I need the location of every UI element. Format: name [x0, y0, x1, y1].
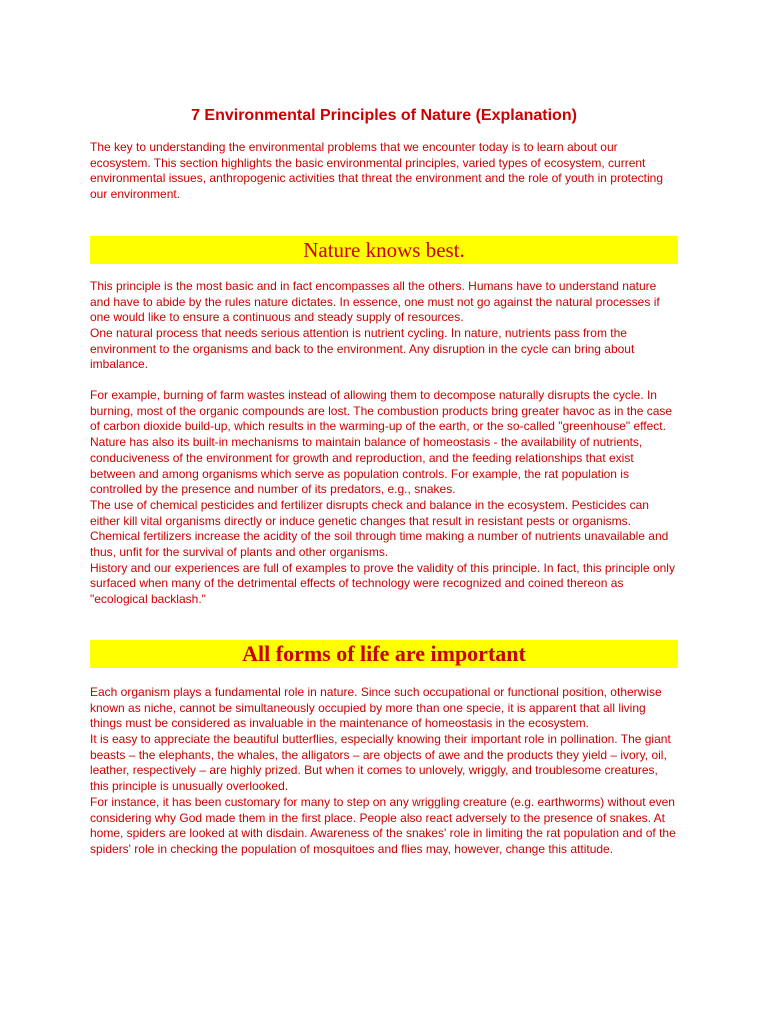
section-heading-all-forms-of-life: All forms of life are important [90, 640, 678, 668]
section-1-paragraph: The use of chemical pesticides and fertilizer disrupts check and balance in the ecosystem. Pesticides can either kill vital organisms directly or induce genetic changes that result in resistant pests or organisms. Chemical fertilizers increase the acidity of the soil through time making a number of nutrients unavailable and thus, unfit for the survival of plants and other organisms. [90, 497, 669, 560]
document-page [90, 0, 678, 858]
section-1-paragraph: For example, burning of farm wastes instead of allowing them to decompose naturally disrupts the cycle. In burning, most of the organic compounds are lost. The combustion products bring greater havoc as in the case of carbon dioxide build-up, which results in the warming-up of the earth, or the so-called "greenhouse" effect. [90, 388, 673, 434]
section-1-paragraph: History and our experiences are full of examples to prove the validity of this principle. In fact, this principle only surfaced when many of the detrimental effects of technology were recognized and coined thereon as "ecological backlash." [90, 560, 675, 607]
section-1-paragraph: Nature has also its built-in mechanisms to maintain balance of homeostasis - the availability of nutrients, conduciveness of the environment for growth and reproduction, and the feeding relationships that exist between and among organisms which serve as population controls. For example, the rat population is controlled by the presence and number of its predators, e.g., snakes. [90, 435, 643, 497]
document-title: 7 Environmental Principles of Nature (Explanation) [191, 107, 577, 124]
section-2-paragraph: For instance, it has been customary for many to step on any wriggling creature (e.g. earthworms) without even considering why God made them in the first place. People also react adversely to the presence of snakes. At home, spiders are looked at with disdain. Awareness of the snakes' role in limiting the rat population and of the spiders' role in checking the population of mosquitoes and flies may, however, change this attitude. [90, 794, 676, 856]
section-1-paragraph: One natural process that needs serious attention is nutrient cycling. In nature, nutrients pass from the environment to the organisms and back to the environment. Any disruption in the cycle can bring about imbalance. [90, 325, 635, 372]
section-2-paragraph: It is easy to appreciate the beautiful butterflies, especially knowing their important role in pollination. The giant beasts – the elephants, the whales, the alligators – are objects of awe and the products they yield – ivory, oil, leather, respectively – are highly prized. But when it comes to unlovely, wriggly, and troublesome creatures, this principle is unusually overlooked. [90, 731, 671, 794]
section-1-paragraph: This principle is the most basic and in fact encompasses all the others. Humans have to understand nature and have to abide by the rules nature dictates. In essence, one must not go against the natural processes if one would like to ensure a continuous and steady supply of resources. [90, 278, 660, 325]
section-heading-nature-knows-best: Nature knows best. [90, 236, 678, 264]
section-2-paragraph: Each organism plays a fundamental role in nature. Since such occupational or functional position, otherwise known as niche, cannot be simultaneously occupied by more than one specie, it is apparent that all living things must be considered as invaluable in the maintenance of homeostasis in the ecosystem. [90, 684, 662, 731]
intro-paragraph: The key to understanding the environmental problems that we encounter today is to learn about our ecosystem. This section highlights the basic environmental principles, varied types of ecosystem, current environmental issues, anthropogenic activities that threat the environment and the role of youth in protecting our environment. [90, 140, 664, 202]
